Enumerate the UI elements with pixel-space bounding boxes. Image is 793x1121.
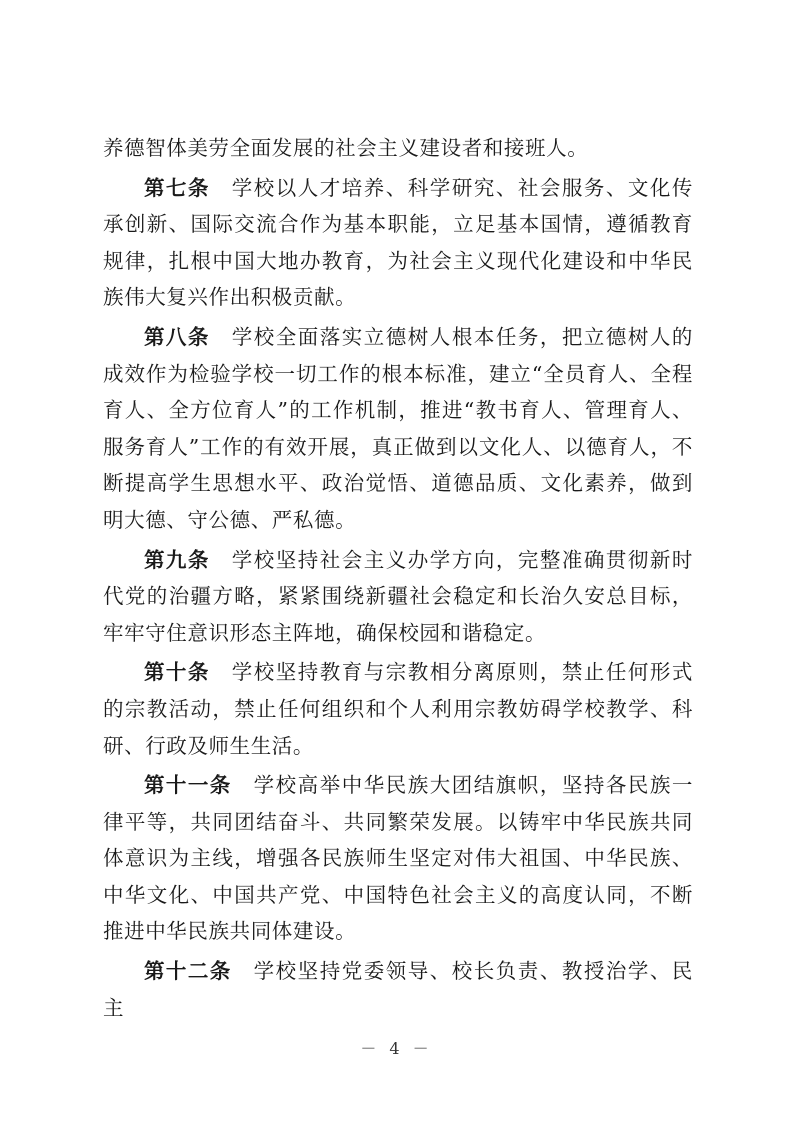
article-9 xyxy=(103,542,693,652)
article-text: 学校坚持党委领导、校长负责、教授治学、民主 xyxy=(103,959,694,1020)
article-11 xyxy=(103,767,693,950)
document-body xyxy=(103,130,693,1026)
page-number: － 4 － xyxy=(360,1039,433,1058)
article-number: 第八条 xyxy=(144,324,210,349)
article-text: 学校全面落实立德树人根本任务，把立德树人的成效作为检验学校一切工作的根本标准，建立“全员育人、全程育人、全方位育人”的工作机制，推进“教书育人、管理育人、服务育人”工作的有效开展，真正做到以文化人、以德育人，不断提高学生思想水平、政治觉悟、道德品质、文化素养，做到明大德、守公德、严私德。 xyxy=(103,324,693,532)
article-text: 学校高举中华民族大团结旗帜，坚持各民族一律平等，共同团结奋斗、共同繁荣发展。以铸牢中华民族共同体意识为主线，增强各民族师生坚定对伟大祖国、中华民族、中华文化、中国共产党、中国特色社会主义的高度认同，不断推进中华民族共同体建设。 xyxy=(103,773,694,944)
article-12 xyxy=(103,953,693,1026)
article-number: 第十条 xyxy=(144,660,210,685)
article-7 xyxy=(103,170,693,316)
continued-paragraph xyxy=(103,130,693,167)
article-number: 第七条 xyxy=(144,175,210,200)
article-number: 第十一条 xyxy=(144,773,232,798)
article-number: 第十二条 xyxy=(144,959,232,984)
article-text: 学校坚持教育与宗教相分离原则，禁止任何形式的宗教活动，禁止任何组织和个人利用宗教妨碍学校教学、科研、行政及师生生活。 xyxy=(103,660,693,758)
article-10 xyxy=(103,654,693,764)
article-8 xyxy=(103,319,693,539)
article-text: 学校以人才培养、科学研究、社会服务、文化传承创新、国际交流合作为基本职能，立足基本国情，遵循教育规律，扎根中国大地办教育，为社会主义现代化建设和中华民族伟大复兴作出积极贡献。 xyxy=(103,175,693,310)
article-number: 第九条 xyxy=(144,547,210,572)
continued-paragraph-text: 养德智体美劳全面发展的社会主义建设者和接班人。 xyxy=(103,136,589,160)
article-text: 学校坚持社会主义办学方向，完整准确贯彻新时代党的治疆方略，紧紧围绕新疆社会稳定和长治久安总目标，牢牢守住意识形态主阵地，确保校园和谐稳定。 xyxy=(103,547,693,645)
